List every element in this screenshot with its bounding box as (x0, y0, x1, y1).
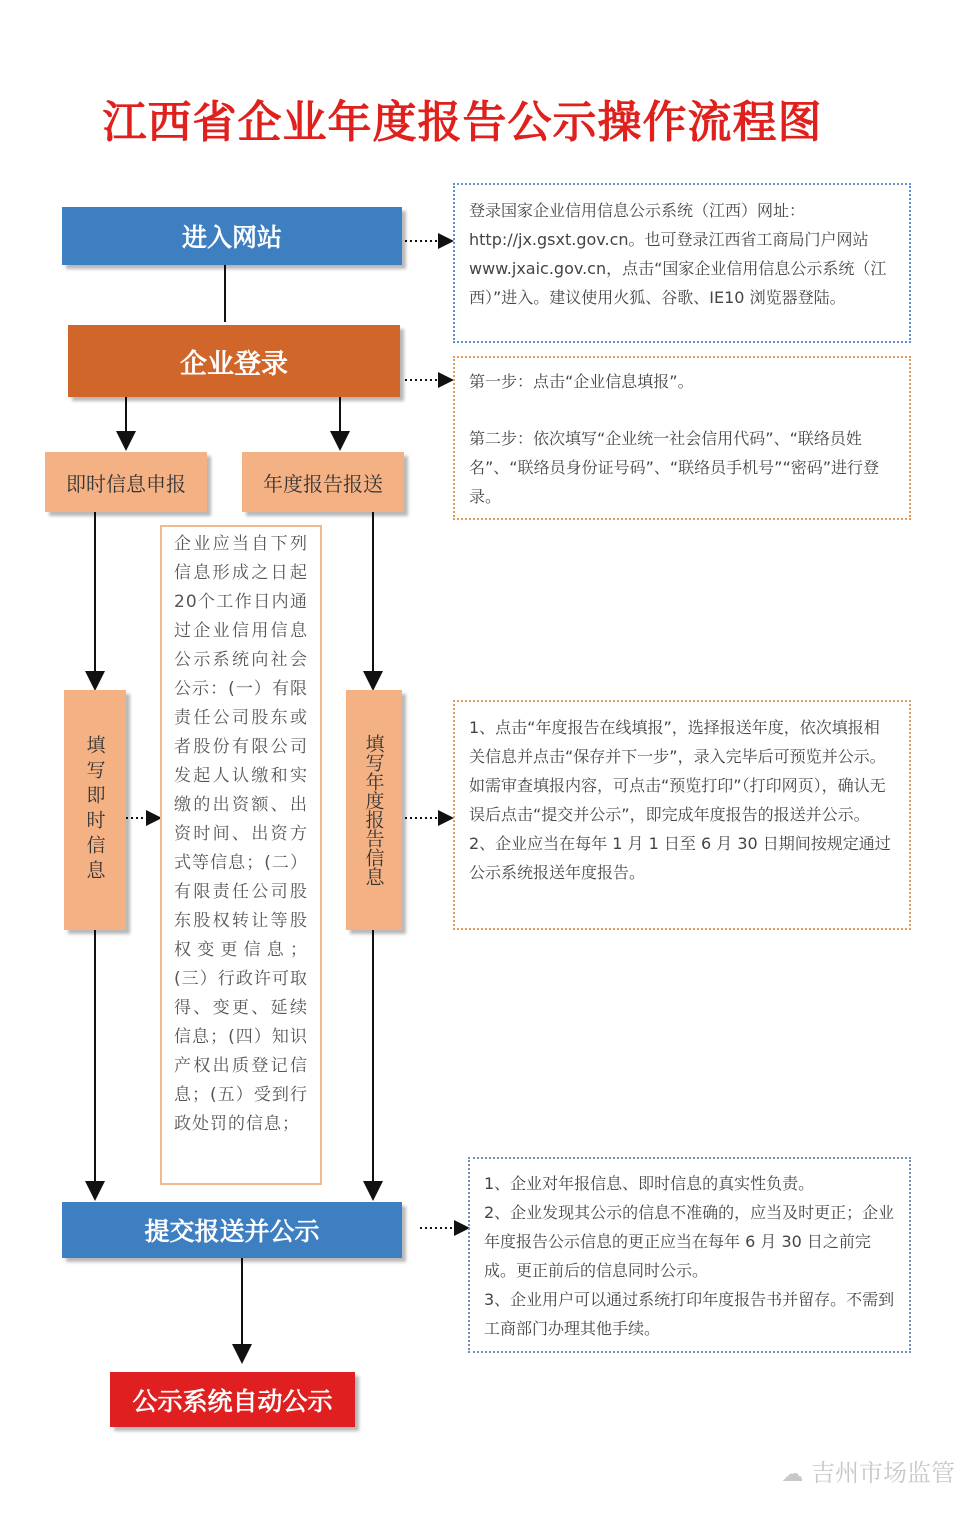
node-submit-publish: 提交报送并公示 (62, 1202, 402, 1258)
node-fill-instant (64, 690, 126, 930)
note-website-text: 登录国家企业信用信息公示系统（江西）网址：http://jx.gsxt.gov.cn。也可登录江西省工商局门户网站 www.jxaic.gov.cn，点击“国家企业信用信息公示系统（江西）”进入。建议使用火狐、谷歌、IE10 浏览器登陆。 (469, 201, 887, 307)
watermark-text: 吉州市场监管 (811, 1459, 955, 1487)
node-annual-report: 年度报告报送 (242, 452, 404, 512)
node-instant-report: 即时信息申报 (45, 452, 207, 512)
note-submit (468, 1157, 911, 1353)
node-fill-annual-label: 填写年度报告信息 (362, 734, 385, 886)
node-fill-instant-label: 填写即时信息 (83, 735, 106, 885)
note-login-step1: 第一步：点击“企业信息填报”。 (469, 372, 694, 391)
note-login (453, 356, 911, 520)
note-instant-info: 企业应当自下列信息形成之日起20个工作日内通过企业信用信息公示系统向社会公示：(一）有限责任公司股东或者股份有限公司发起人认缴和实缴的出资额、出资时间、出资方式等信息；(二）有限责任公司股东股权转让等股权变更信息；(三）行政许可取得、变更、延续信息；(四）知识产权出质登记信息；(五）受到行政处罚的信息； (160, 525, 322, 1185)
note-submit-3: 3、企业用户可以通过系统打印年度报告书并留存。不需到工商部门办理其他手续。 (484, 1290, 895, 1338)
note-annual-1: 1、点击“年度报告在线填报”，选择报送年度，依次填报相关信息并点击“保存并下一步”，录入完毕后可预览并公示。如需审查填报内容，可点击“预览打印”（打印网页），确认无误后点击“提交并公示”，即完成年度报告的报送并公示。 (469, 718, 886, 824)
note-submit-2: 2、企业发现其公示的信息不准确的，应当及时更正；企业年度报告公示信息的更正应当在每年 6 月 30 日之前完成。更正前后的信息同时公示。 (484, 1203, 895, 1280)
page-title: 江西省企业年度报告公示操作流程图 (102, 97, 823, 148)
note-login-step2: 第二步：依次填写“企业统一社会信用代码”、“联络员姓名”、“联络员身份证号码”、“联络员手机号”“密码”进行登录。 (469, 429, 880, 506)
node-enterprise-login: 企业登录 (68, 325, 400, 397)
note-website (453, 183, 911, 343)
node-fill-annual (346, 690, 402, 930)
watermark (781, 1453, 955, 1488)
note-submit-1: 1、企业对年报信息、即时信息的真实性负责。 (484, 1174, 815, 1193)
note-annual (453, 700, 911, 930)
wechat-icon: ☁ (781, 1462, 804, 1487)
note-annual-2: 2、企业应当在每年 1 月 1 日至 6 月 30 日期间按规定通过公示系统报送年度报告。 (469, 834, 891, 882)
node-auto-publish: 公示系统自动公示 (110, 1372, 355, 1427)
node-enter-website: 进入网站 (62, 207, 402, 265)
